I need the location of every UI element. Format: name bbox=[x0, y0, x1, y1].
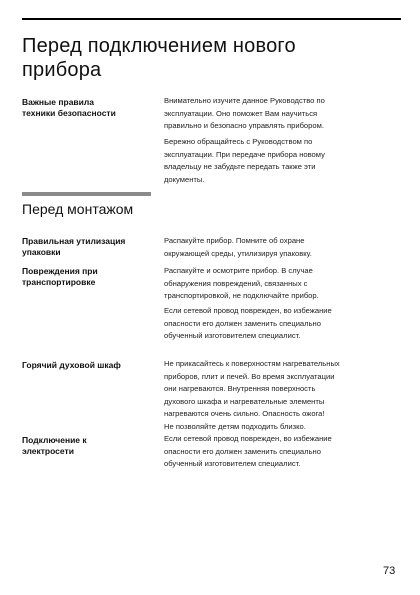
text-line: опасности его должен заменить специально bbox=[164, 446, 321, 456]
transport-damage-text bbox=[164, 265, 394, 303]
page-number: 73 bbox=[383, 565, 396, 577]
text-line: обученный изготовителем специалист. bbox=[164, 459, 301, 469]
text-line: эксплуатации. Оно поможет Вам научиться bbox=[164, 108, 318, 118]
safety-rules-label bbox=[22, 97, 162, 119]
section-heading: Перед монтажом bbox=[22, 201, 134, 217]
manual-read-paragraph bbox=[164, 95, 394, 133]
text-line: они нагреваются. Внутренняя поверхность bbox=[164, 384, 316, 394]
label-line: транспортировке bbox=[22, 277, 96, 287]
text-line: обнаружения повреждений, связанных с bbox=[164, 278, 308, 288]
text-line: приборов, плит и печей. Во время эксплуатации bbox=[164, 371, 335, 381]
text-line: духового шкафа и нагревательные элементы bbox=[164, 396, 325, 406]
text-line: Не позволяйте детям подходить близко. bbox=[164, 421, 306, 431]
label-line: Правильная утилизация bbox=[22, 236, 126, 246]
text-line: Если сетевой провод поврежден, во избежание bbox=[164, 306, 332, 315]
electrical-connection-text bbox=[164, 433, 394, 471]
label-line: упаковки bbox=[22, 247, 61, 257]
label-line: Повреждения при bbox=[22, 266, 98, 276]
text-line: окружающей среды, утилизируя упаковку. bbox=[164, 248, 312, 258]
text-line: документы. bbox=[164, 174, 205, 184]
label-line: Подключение к bbox=[22, 435, 87, 445]
text-line: Если сетевой провод поврежден, во избежание bbox=[164, 434, 332, 443]
hot-oven-text bbox=[164, 358, 394, 434]
label-line: Важные правила bbox=[22, 97, 95, 107]
text-line: Внимательно изучите данное Руководство по bbox=[164, 96, 325, 105]
transport-damage-label bbox=[22, 266, 162, 288]
text-line: обученный изготовителем специалист. bbox=[164, 331, 301, 341]
text-line: Распакуйте прибор. Помните об охране bbox=[164, 236, 305, 245]
page-title-line: прибора bbox=[22, 59, 102, 81]
power-cord-text bbox=[164, 305, 394, 343]
text-line: нагреваются очень сильно. Опасность ожога! bbox=[164, 409, 325, 419]
text-line: Распакуйте и осмотрите прибор. В случае bbox=[164, 266, 313, 275]
electrical-connection-label bbox=[22, 435, 162, 457]
text-line: Бережно обращайтесь с Руководством по bbox=[164, 137, 313, 146]
text-line: Не прикасайтесь к поверхностям нагревательных bbox=[164, 359, 340, 368]
packaging-disposal-text bbox=[164, 235, 394, 260]
page-title-line: Перед подключением нового bbox=[22, 35, 296, 57]
label-line: Горячий духовой шкаф bbox=[22, 360, 121, 370]
section-rule bbox=[22, 192, 151, 196]
manual-keep-paragraph bbox=[164, 136, 394, 186]
packaging-disposal-label bbox=[22, 236, 162, 258]
label-line: электросети bbox=[22, 446, 74, 456]
page-title bbox=[22, 34, 392, 82]
text-line: эксплуатации. При передаче прибора новому bbox=[164, 149, 325, 159]
top-rule bbox=[22, 18, 401, 20]
text-line: транспортировкой, не подключайте прибор. bbox=[164, 291, 319, 301]
text-line: правильно и безопасно управлять прибором. bbox=[164, 121, 324, 131]
text-line: опасности его должен заменить специально bbox=[164, 318, 321, 328]
hot-oven-label bbox=[22, 360, 162, 371]
text-line: владельцу не забудьте передать также эти bbox=[164, 162, 316, 172]
label-line: техники безопасности bbox=[22, 108, 116, 118]
